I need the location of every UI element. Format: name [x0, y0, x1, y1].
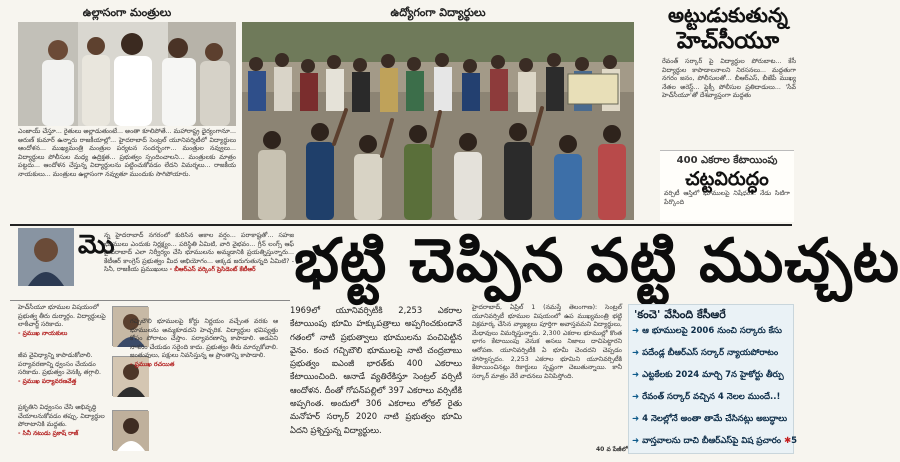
thin-rule — [10, 300, 290, 301]
column-2-text — [130, 318, 278, 458]
star-icon: ✱ — [781, 436, 792, 446]
photo-caption-students: ఉద్యోగంగా విద్యార్థులు — [390, 6, 486, 19]
ktr-quote-signature: - బీఆర్ఎస్ వర్కింగ్ ప్రెసిడెంట్ కేటీఆర్ — [169, 266, 256, 274]
quote-1 — [18, 304, 110, 350]
arrow-icon: ➜ — [632, 370, 643, 380]
ktr-portrait — [18, 228, 74, 286]
kcr-page-ref: 5 — [791, 436, 798, 446]
kcr-point-5-text: 4 నెలల్లోనే అంతా తామే చేసినట్లు అబద్ధాలు — [642, 414, 788, 424]
quote-2 — [18, 352, 110, 400]
quote-1-signature: - ప్రముఖ నాయకులు — [18, 329, 68, 337]
photo-caption-ministers: ఉల్లాసంగా మంత్రులు — [82, 6, 172, 19]
kcr-point-4 — [632, 392, 792, 403]
students-protest-photo — [242, 22, 634, 220]
kcr-point-6-text: వాస్తవాలను దాచి బీఆర్ఎస్‌పై విష ప్రచారం — [642, 436, 782, 446]
kcr-point-2-text: పదేండ్ల బీఆర్ఎస్ సర్కార్ న్యాయపోరాటం — [642, 348, 779, 358]
quote-3-signature: - సినీ నటుడు ప్రకాష్ రాజ్ — [18, 429, 79, 437]
ministers-photo — [18, 22, 236, 126]
quote-2-text: జీవ వైవిధ్యాన్ని కాపాడుకోవాలి. పర్యావరణాన్ని ధ్వంసం చేయడం సరికాదు. ప్రభుత్వం వెనక్కి తగ్గాలి. — [18, 352, 101, 377]
arrow-icon: ➜ — [632, 392, 643, 402]
quote-1-text: హెచ్‌సీయూ భూముల విషయంలో ప్రభుత్వ తీరు దుర్మార్గం. విద్యార్థులపై లాఠీచార్జ్ సరికాదు. — [18, 304, 106, 329]
ktr-quote-text — [104, 232, 294, 300]
quote-3 — [18, 404, 110, 454]
kcr-point-6 — [632, 436, 798, 447]
ktr-quote-body: న్న హైదరాబాద్ నగరంలో కురిసిన అకాల వర్షం... పరాకాష్టతో... సహజ భూములు ఎందుకు నిర్లక్ష్యం... పరిస్థితి ఏమిటి, వారి వైభవం... గ్రీన్ లంగ్స్ ఆఫ్ హైదరాబాద్ ఎలా నిర్వీర్యం చేసి భూములను అమ్మడానికి ప్రయత్నిస్తున్నారు... కేటీఆర్ కాంగ్రెస్ ప్రభుత్వం మీద అభియోగం... అక్కడ జరుగుతున్నది ఏమిటి? - సినీ, రాజకీయ ప్రముఖులు — [104, 232, 294, 274]
kcr-fence-title: 'కంచె' వేసింది కేసీఆరే — [634, 308, 726, 321]
kcr-point-1-text: ఆ భూములపై 2006 నుంచి సర్కారు కేసు — [642, 326, 782, 336]
arrow-icon: ➜ — [632, 436, 643, 446]
kcr-point-5 — [632, 414, 792, 425]
quote-2-signature: - ప్రముఖ పర్యావరణవేత్త — [18, 377, 77, 385]
land-allocation-kicker: 400 ఎకరాల కేటాయింపు — [676, 155, 778, 166]
column-2-body: గచ్చిబౌలి భూములపై కోర్టు నిర్ణయం వచ్చేంత వరకు ఆ భూములను అమ్మకూడదని హెచ్చరిక. విద్యార్థుల భవిష్యత్తు కోసం పోరాటం చేస్తాం. పర్యావరణాన్ని కాపాడాలి. అడవిని నాశనం చేయడం సరైంది కాదు. ప్రభుత్వం తీరు మార్చుకోవాలి. జంతువులు, పక్షులు నివసిస్తున్న ఆ ప్రాంతాన్ని కాపాడాలి. — [130, 318, 278, 360]
kcr-point-4-text: రేవంత్ సర్కార్ వచ్చిన 4 నెలల ముందే..! — [642, 392, 781, 402]
land-allocation-text: వర్సిటీ ఆస్తిలో భూములపై నిషేధం... నేడు సిటిగా పేర్కొంది — [664, 190, 790, 206]
kcr-point-2 — [632, 348, 792, 359]
land-allocation-title: చట్టవిరుద్ధం — [685, 168, 769, 190]
arrow-icon: ➜ — [632, 326, 643, 336]
arrow-icon: ➜ — [632, 348, 643, 358]
land-allocation-box — [660, 150, 794, 222]
ministers-text: ఎంజాయ్ చేస్తూ... రైతులు అల్లాడుతుంటే... అంతా కూలిపోతే... మహారాష్ట్ర ధైర్యంగానూ... అరుణ్ కుమార్ ఉన్నారు రాజకీయాల్లో... హైదరాబాద్ సెంట్రల్ యూనివర్శిటీలో విద్యార్థులు ఆందోళన... ముఖ్యమంత్రి మంత్రుల పర్యటన సందర్భంగా... మంత్రుల నవ్వులు... విద్యార్థులు పోలీసుల మధ్య ఉద్రిక్తత... ప్రభుత్వం స్పందించాలని... మంత్రులకు మాత్రం పట్టదు... ఆందోళన చేస్తున్న విద్యార్థులను పట్టించుకోవడం లేదని విమర్శలు... రాజకీయ నాయకులు... మంత్రులు ఉల్లాసంగా నవ్వుతూ ముందుకు సాగిపోయారు. — [18, 128, 236, 178]
hcu-heading-line2: హెచ్‌సీయూ — [676, 28, 780, 54]
kcr-point-1 — [632, 326, 792, 337]
main-story-text: 1969లో యూనివర్సిటీకి 2,253 ఎకరాల కేటాయింపు భూమి హక్కుపత్రాలు అప్పగించకుండానే గతంలో నాటి ప్రభుత్వాలు భూములను పంచిపెట్టిన వైనం. కంచ గచ్చిబౌలి భూములపై నాటి చంద్రబాబు ప్రభుత్వం ఐఎంజీ భారత్‌కు 400 ఎకరాలు కేటాయించింది. ఆనాడే వ్యతిరేకిస్తూ సెంట్రల్ వర్సిటీ ఆందోళన. దీంతో గోపన్‌పల్లిలో 397 ఎకరాలు వర్సిటీకి అప్పగింత. అందులో 306 ఎకరాలు లోకల్ రైతు మనోహర్ సర్కార్ 2020 నాటి ప్రభుత్వం భూమి ఏదని ప్రశ్నిస్తున్న విద్యార్థులు. — [290, 305, 462, 435]
arrow-icon: ➜ — [632, 414, 643, 424]
continued-page-ref: 40 వ పేజీలో — [596, 446, 628, 453]
hcu-heading-line1: అట్టుడుకుతున్న — [668, 3, 788, 27]
dropcap: మొ — [78, 230, 115, 260]
kcr-point-3-text: ఎట్టకేలకు 2024 మార్చి 7న హైకోర్టు తీర్పు — [642, 370, 784, 380]
main-headline: భట్టి చెప్పిన వట్టి ముచ్చట — [294, 226, 900, 296]
kcr-point-3 — [632, 370, 792, 381]
quote-3-text: ప్రకృతిని విధ్వంసం చేసి అభివృద్ధి చేయాలనుకోవడం తప్పు. విద్యార్థుల పోరాటానికి మద్దతు. — [18, 404, 105, 429]
column-2-signature: - ప్రముఖ రచయిత — [130, 360, 175, 368]
hcu-summary-text: రేవంత్ సర్కార్ పై విద్యార్థుల పోరుబాట... కేసీ విద్యార్థుల కాపాడాలనాలని నిరసనలు... మద్దతుగా నగరం జనం, పోలీసులతో... బీఆర్ఎస్, బీజేపీ ముఖ్య నేతల అరెస్ట్... ఫ్లెక్సీ పోలీసుల ప్రతిదాడులు... 'సేవ్ హెచ్‌సీయూ'తో దేశవ్యాప్తంగా మద్దతు — [662, 58, 796, 100]
secondary-story-text: హైదరాబాద్, ఏప్రిల్ 1 (నమస్తే తెలంగాణ): సెంట్రల్ యూనివర్సిటీ భూముల విషయంలో ఉప ముఖ్యమంత్రి భట్టి విక్రమార్క చేసిన వ్యాఖ్యలు పూర్తిగా అవాస్తవమని విద్యార్థులు, మేధావులు విమర్శిస్తున్నారు. 2,300 ఎకరాల భూముల్లో కొంత భాగం కేటాయింపు వెనుక అసలు నిజాలు దాచిపెట్టారని ఆరోపణ. యూనివర్సిటీకి ఏ భూమీ చెందదని చెప్పడం హాస్యాస్పదం. 2,253 ఎకరాల భూమిని యూనివర్సిటీకి కేటాయించినట్లు రికార్డులు స్పష్టంగా చెబుతున్నాయి. కానీ సర్కార్ మాత్రం వేరే వాదనలు వినిపిస్తోంది. — [472, 304, 622, 380]
